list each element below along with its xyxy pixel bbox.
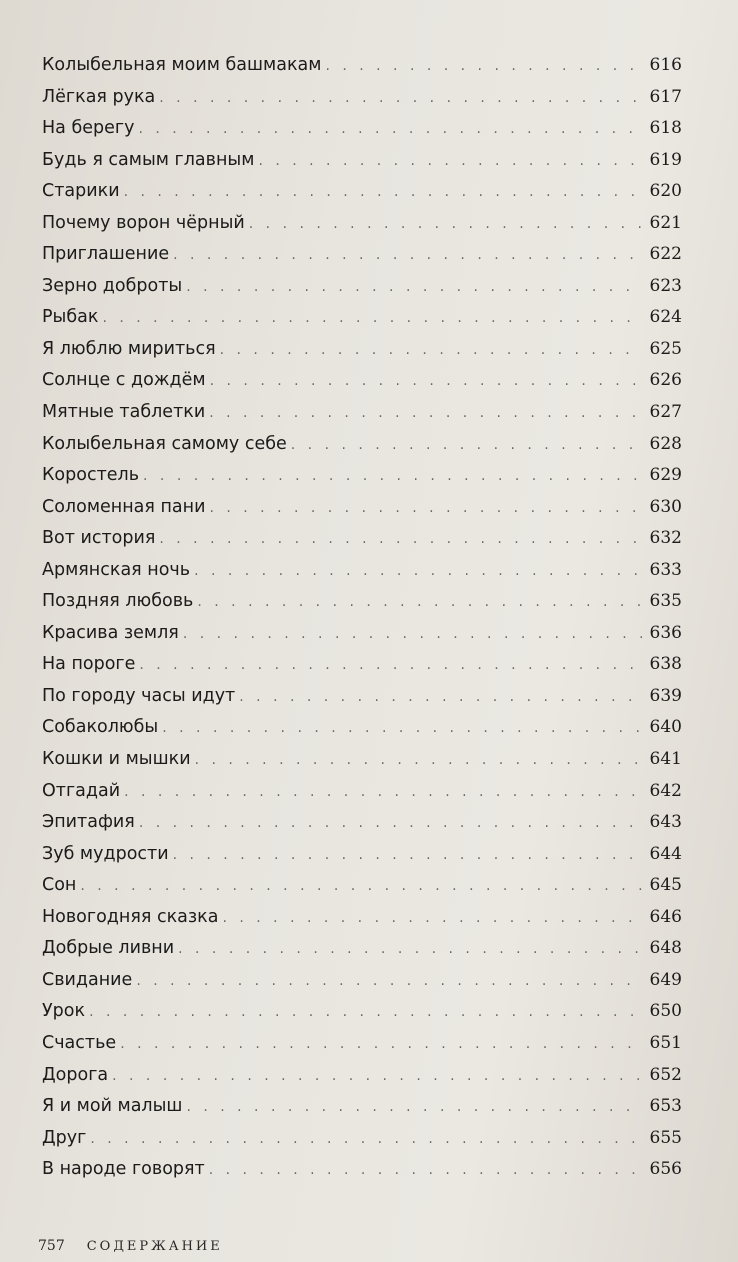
dot-leader xyxy=(173,840,642,872)
dot-leader xyxy=(139,650,642,682)
dot-leader xyxy=(162,713,642,745)
toc-entry-page: 630 xyxy=(649,496,682,517)
toc-entry xyxy=(42,208,682,240)
dot-leader xyxy=(102,303,642,335)
toc-entry xyxy=(42,365,682,397)
toc-entry-page: 643 xyxy=(649,812,682,833)
toc-entry xyxy=(42,397,682,429)
toc-entry-page: 645 xyxy=(649,875,682,896)
toc-entry-title: Отгадай xyxy=(42,780,121,801)
toc-entry xyxy=(42,1028,682,1060)
dot-leader xyxy=(197,587,642,619)
toc-entry-page: 642 xyxy=(649,780,682,801)
toc-entry-page: 632 xyxy=(649,528,682,549)
toc-entry xyxy=(42,996,682,1028)
toc-entry-page: 646 xyxy=(649,906,682,927)
dot-leader xyxy=(209,493,642,525)
toc-entry-title: Солнце с дождём xyxy=(42,370,206,391)
toc-entry xyxy=(42,870,682,902)
toc-entry xyxy=(42,807,682,839)
toc-entry xyxy=(42,523,682,555)
dot-leader xyxy=(195,745,642,777)
toc-entry-page: 618 xyxy=(649,118,682,139)
table-of-contents xyxy=(42,50,682,1186)
toc-entry xyxy=(42,271,682,303)
toc-entry-title: Соломенная пани xyxy=(42,496,206,517)
dot-leader xyxy=(173,240,642,272)
section-title: СОДЕРЖАНИЕ xyxy=(86,1239,223,1254)
toc-entry-page: 635 xyxy=(649,591,682,612)
toc-entry xyxy=(42,176,682,208)
dot-leader xyxy=(194,556,642,588)
toc-entry xyxy=(42,145,682,177)
toc-entry xyxy=(42,1123,682,1155)
toc-entry xyxy=(42,902,682,934)
toc-entry-page: 648 xyxy=(649,938,682,959)
dot-leader xyxy=(159,524,642,556)
toc-entry-title: Лёгкая рука xyxy=(42,86,156,107)
toc-entry-page: 625 xyxy=(649,338,682,359)
toc-entry xyxy=(42,649,682,681)
toc-entry-page: 629 xyxy=(649,465,682,486)
toc-entry-title: Кошки и мышки xyxy=(42,749,191,770)
dot-leader xyxy=(143,461,642,493)
dot-leader xyxy=(291,430,642,462)
dot-leader xyxy=(178,934,642,966)
toc-entry-title: Армянская ночь xyxy=(42,559,191,580)
toc-entry-title: На берегу xyxy=(42,118,135,139)
toc-entry-title: Я люблю мириться xyxy=(42,338,216,359)
toc-entry-title: Эпитафия xyxy=(42,812,135,833)
toc-entry-title: Я и мой малыш xyxy=(42,1096,183,1117)
toc-entry-title: Коростель xyxy=(42,465,140,486)
toc-entry-page: 641 xyxy=(649,749,682,770)
dot-leader xyxy=(80,871,642,903)
toc-entry-page: 653 xyxy=(649,1096,682,1117)
dot-leader xyxy=(222,903,642,935)
toc-entry xyxy=(42,776,682,808)
toc-entry-title: Красива земля xyxy=(42,622,179,643)
dot-leader xyxy=(186,272,642,304)
toc-entry-title: Новогодняя сказка xyxy=(42,906,219,927)
page-number: 757 xyxy=(38,1238,65,1254)
toc-entry xyxy=(42,933,682,965)
toc-entry xyxy=(42,113,682,145)
dot-leader xyxy=(325,51,642,83)
toc-entry xyxy=(42,492,682,524)
dot-leader xyxy=(210,366,642,398)
dot-leader xyxy=(159,83,642,115)
toc-entry xyxy=(42,82,682,114)
dot-leader xyxy=(112,1061,642,1093)
toc-entry-page: 616 xyxy=(649,55,682,75)
toc-entry-page: 621 xyxy=(649,212,682,233)
toc-entry-page: 652 xyxy=(649,1064,682,1085)
toc-entry xyxy=(42,1060,682,1092)
toc-entry-page: 627 xyxy=(649,402,682,423)
toc-entry-title: В народе говорят xyxy=(42,1159,205,1180)
toc-entry-page: 620 xyxy=(649,181,682,202)
toc-entry-title: Сон xyxy=(42,875,77,896)
toc-entry-title: Поздняя любовь xyxy=(42,591,194,612)
dot-leader xyxy=(239,682,642,714)
dot-leader xyxy=(209,398,642,430)
toc-entry xyxy=(42,839,682,871)
toc-entry-title: Счастье xyxy=(42,1032,117,1053)
toc-entry-title: Старики xyxy=(42,181,120,202)
toc-entry-page: 650 xyxy=(649,1001,682,1022)
toc-entry-page: 639 xyxy=(649,685,682,706)
toc-entry-page: 626 xyxy=(649,370,682,391)
toc-entry-title: Колыбельная моим башмакам xyxy=(42,55,322,75)
dot-leader xyxy=(89,997,642,1029)
toc-entry-title: По городу часы идут xyxy=(42,685,236,706)
toc-entry-title: Зерно доброты xyxy=(42,275,183,296)
toc-entry xyxy=(42,239,682,271)
toc-entry-title: Мятные таблетки xyxy=(42,402,206,423)
toc-entry xyxy=(42,50,682,82)
dot-leader xyxy=(124,777,642,809)
dot-leader xyxy=(136,966,642,998)
toc-entry-title: Зуб мудрости xyxy=(42,843,169,864)
toc-entry-page: 651 xyxy=(649,1032,682,1053)
toc-entry-page: 649 xyxy=(649,969,682,990)
toc-entry-page: 624 xyxy=(649,307,682,328)
toc-entry-title: Приглашение xyxy=(42,244,170,265)
toc-entry-page: 622 xyxy=(649,244,682,265)
toc-entry-title: Собаколюбы xyxy=(42,717,159,738)
dot-leader xyxy=(138,114,642,146)
toc-entry xyxy=(42,1154,682,1186)
dot-leader xyxy=(90,1124,642,1156)
dot-leader xyxy=(258,146,642,178)
dot-leader xyxy=(220,335,642,367)
toc-entry-page: 640 xyxy=(649,717,682,738)
toc-entry-page: 617 xyxy=(649,86,682,107)
toc-entry-title: Дорога xyxy=(42,1064,109,1085)
toc-entry-title: Свидание xyxy=(42,969,133,990)
toc-entry-title: Будь я самым главным xyxy=(42,149,255,170)
toc-entry-title: Рыбак xyxy=(42,307,99,328)
toc-entry-title: Добрые ливни xyxy=(42,938,175,959)
dot-leader xyxy=(120,1029,642,1061)
toc-entry-title: Почему ворон чёрный xyxy=(42,212,245,233)
toc-entry-page: 644 xyxy=(649,843,682,864)
toc-entry xyxy=(42,460,682,492)
toc-entry-page: 628 xyxy=(649,433,682,454)
toc-entry xyxy=(42,744,682,776)
toc-entry xyxy=(42,712,682,744)
toc-entry-page: 623 xyxy=(649,275,682,296)
toc-entry-page: 633 xyxy=(649,559,682,580)
toc-entry xyxy=(42,1091,682,1123)
toc-entry xyxy=(42,965,682,997)
toc-entry xyxy=(42,334,682,366)
toc-entry xyxy=(42,429,682,461)
toc-entry-title: Друг xyxy=(42,1127,87,1148)
toc-entry xyxy=(42,618,682,650)
dot-leader xyxy=(183,619,642,651)
dot-leader xyxy=(186,1092,642,1124)
toc-entry-page: 655 xyxy=(649,1127,682,1148)
toc-entry-title: На пороге xyxy=(42,654,136,675)
dot-leader xyxy=(209,1155,642,1187)
toc-entry-page: 638 xyxy=(649,654,682,675)
toc-entry-page: 636 xyxy=(649,622,682,643)
dot-leader xyxy=(249,209,642,241)
toc-entry-title: Вот история xyxy=(42,528,156,549)
toc-entry-page: 656 xyxy=(649,1159,682,1180)
dot-leader xyxy=(139,808,642,840)
toc-entry xyxy=(42,555,682,587)
dot-leader xyxy=(124,177,642,209)
toc-entry-title: Колыбельная самому себе xyxy=(42,433,287,454)
toc-entry xyxy=(42,681,682,713)
toc-entry xyxy=(42,302,682,334)
toc-entry xyxy=(42,586,682,618)
page-footer xyxy=(38,1238,223,1254)
toc-entry-title: Урок xyxy=(42,1001,86,1022)
toc-entry-page: 619 xyxy=(649,149,682,170)
